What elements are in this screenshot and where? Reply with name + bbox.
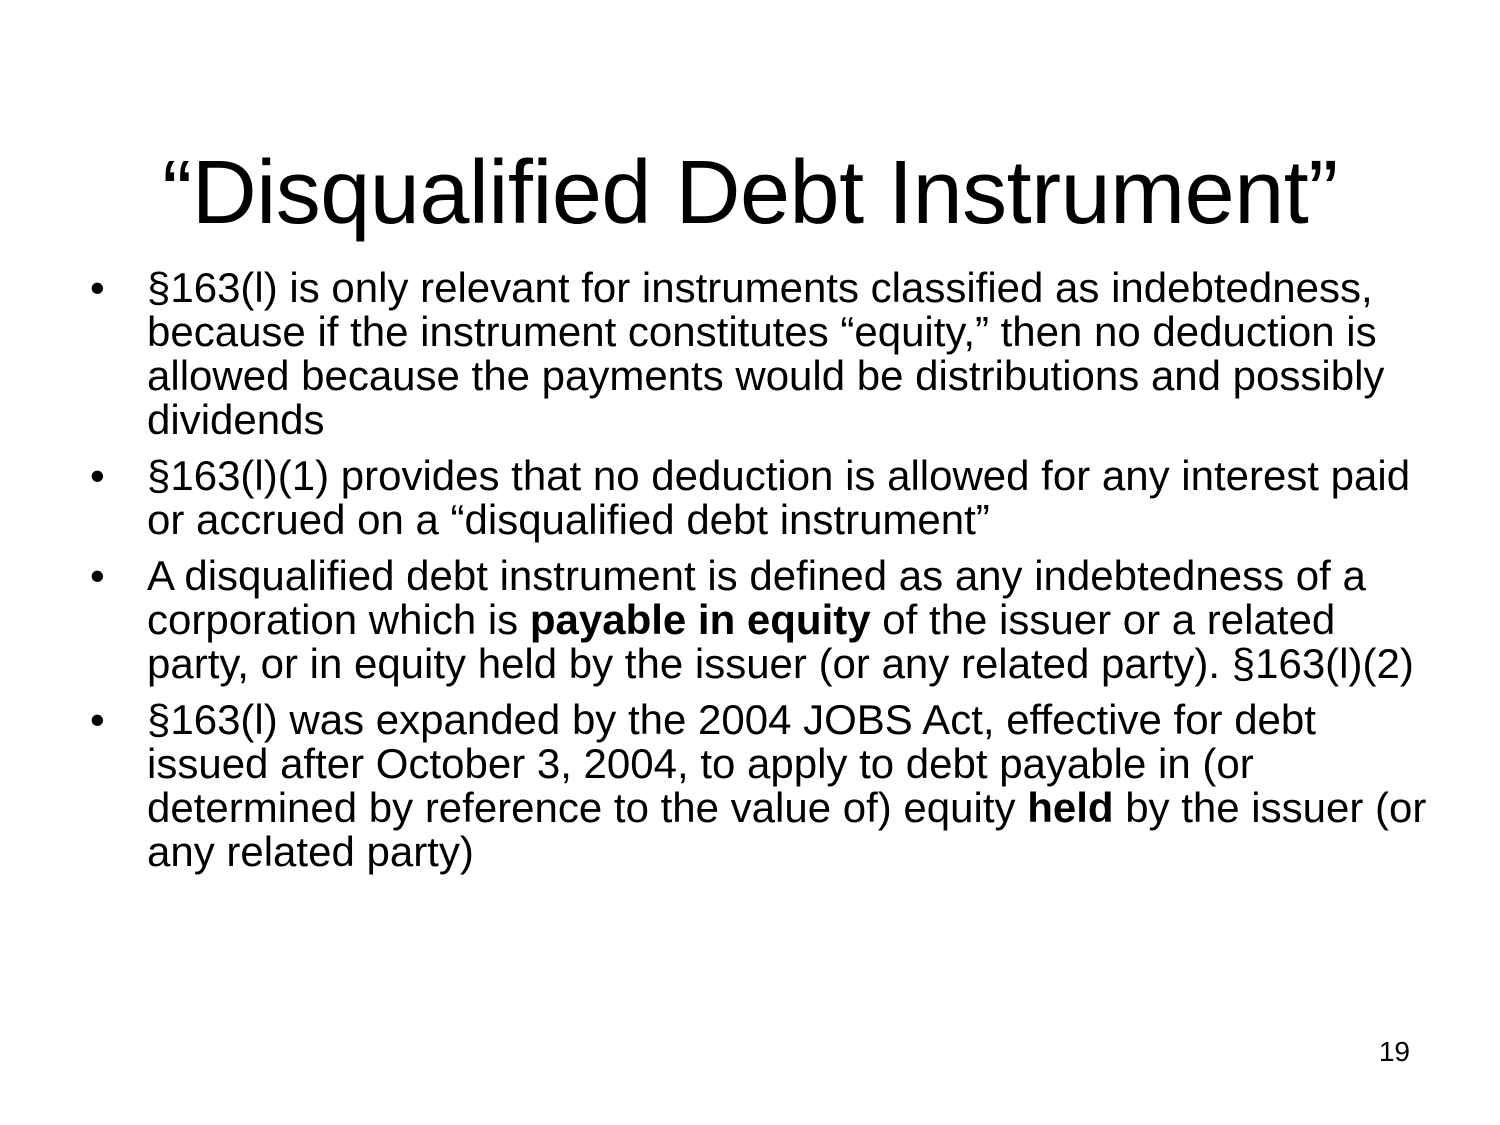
bullet-item xyxy=(90,266,1430,442)
bullet-icon: • xyxy=(90,552,105,599)
bullet-text-bold: payable in equity xyxy=(529,596,871,643)
bullet-icon: • xyxy=(90,696,105,743)
bullet-text: §163(l) is only relevant for instruments classified as indebtedness, because if the instrument constitutes “equity,” then no deduction is allowed because the payments would be distributions and possibly dividends xyxy=(147,264,1385,443)
bullet-list xyxy=(90,266,1430,886)
bullet-item xyxy=(90,698,1430,874)
bullet-item xyxy=(90,454,1430,542)
bullet-icon: • xyxy=(90,452,105,499)
bullet-text xyxy=(147,696,1426,875)
page-number: 19 xyxy=(1378,1036,1410,1067)
bullet-text-pre: §163(l) was expanded by the 2004 JOBS Act, effective for debt issued after October 3, 2004, to apply to debt payable in (or determined by reference to the value of) equity xyxy=(147,696,1316,831)
bullet-icon: • xyxy=(90,264,105,311)
bullet-text xyxy=(147,552,1414,687)
bullet-text-pre: A disqualified debt instrument is defined as any indebtedness of a corporation which is xyxy=(147,552,1366,643)
bullet-text-bold: held xyxy=(1027,784,1114,831)
bullet-text: §163(l)(1) provides that no deduction is allowed for any interest paid or accrued on a “disqualified debt instrument” xyxy=(147,452,1411,543)
bullet-text-post: by the issuer (or any related party) xyxy=(147,784,1427,875)
bullet-text-post: of the issuer or a related party, or in equity held by the issuer (or any related party). §163(l)(2) xyxy=(147,596,1414,687)
bullet-item xyxy=(90,554,1430,686)
slide-title: “Disqualified Debt Instrument” xyxy=(162,143,1338,244)
